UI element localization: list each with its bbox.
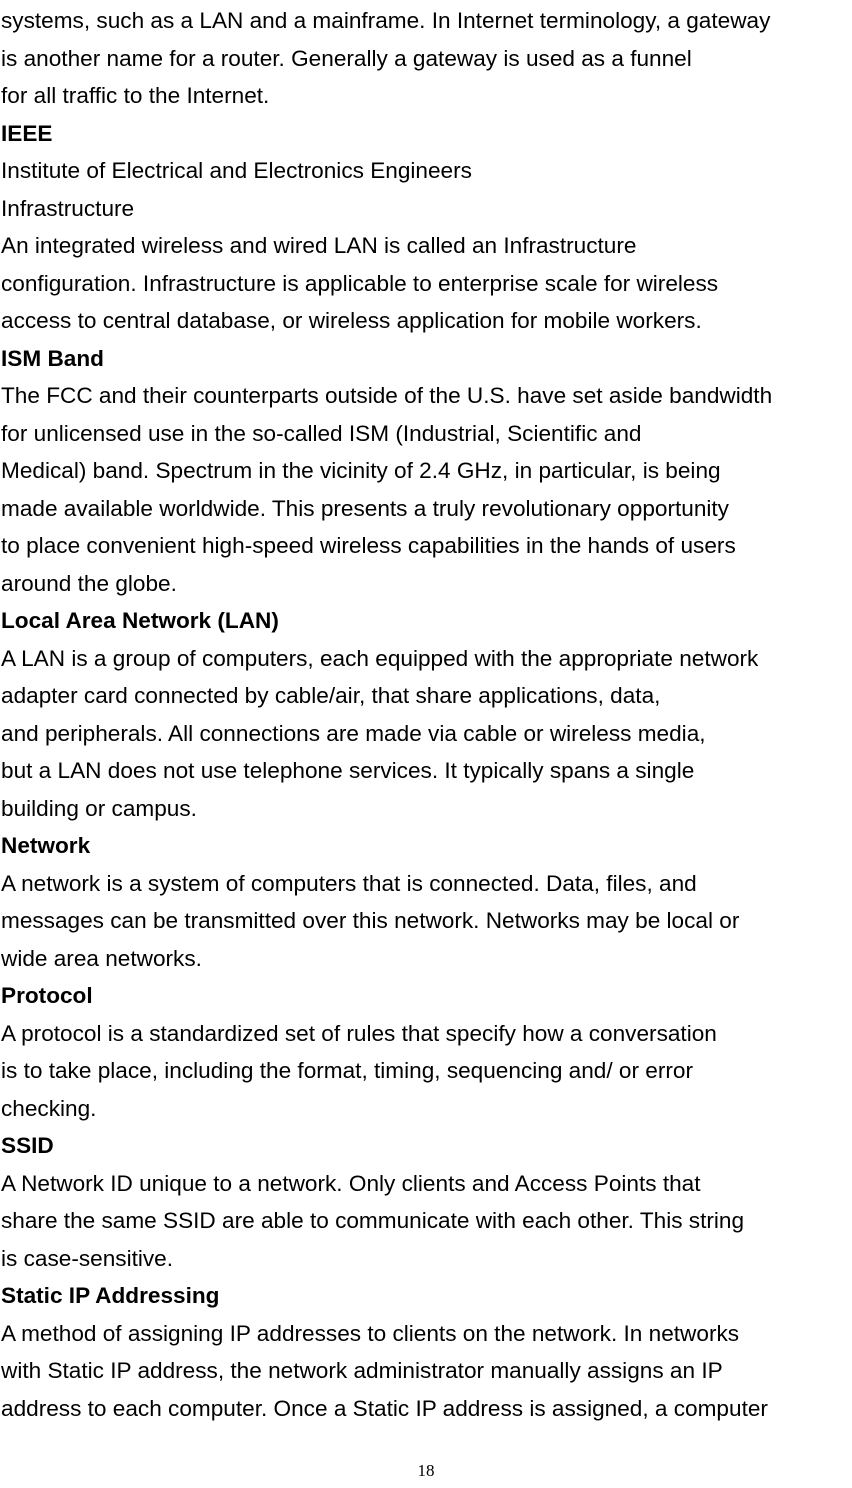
definition-line: A Network ID unique to a network. Only clients and Access Points that — [1, 1170, 701, 1196]
glossary-definition — [1, 152, 852, 190]
glossary-definition — [1, 1315, 852, 1428]
glossary-definition — [1, 865, 852, 978]
glossary-definition — [1, 377, 852, 602]
definition-line: is case-sensitive. — [1, 1245, 174, 1271]
glossary-term: IEEE — [1, 120, 53, 146]
definition-line: access to central database, or wireless application for mobile workers. — [1, 308, 702, 333]
definition-line: for unlicensed use in the so-called ISM (Industrial, Scientific and — [1, 420, 642, 446]
definition-line: share the same SSID are able to communicate with each other. This string — [1, 1208, 745, 1233]
definition-line: systems, such as a LAN and a mainframe. In Internet terminology, a gateway — [1, 8, 771, 33]
page-number: 18 — [417, 1461, 435, 1480]
glossary-definition — [1, 227, 852, 340]
glossary-term: Protocol — [1, 983, 93, 1008]
definition-line: for all traffic to the Internet. — [1, 83, 270, 108]
glossary-term: ISM Band — [1, 345, 104, 371]
glossary-definition — [1, 640, 852, 828]
definition-line: to place convenient high-speed wireless capabilities in the hands of users — [1, 533, 736, 558]
definition-line: A network is a system of computers that is connected. Data, files, and — [1, 870, 697, 896]
definition-line: building or campus. — [1, 795, 197, 821]
glossary-content — [1, 2, 852, 1427]
definition-line: but a LAN does not use telephone services. It typically spans a single — [1, 758, 695, 783]
glossary-definition — [1, 1165, 852, 1278]
glossary-definition — [1, 190, 852, 228]
definition-line: adapter card connected by cable/air, that share applications, data, — [1, 683, 661, 708]
definition-line: Institute of Electrical and Electronics Engineers — [1, 158, 472, 183]
glossary-term: Local Area Network (LAN) — [1, 608, 279, 633]
definition-line: around the globe. — [1, 570, 177, 596]
definition-line: checking. — [1, 1095, 97, 1121]
glossary-definition — [1, 2, 852, 115]
glossary-term: Network — [1, 833, 91, 858]
definition-line: with Static IP address, the network administrator manually assigns an IP — [1, 1358, 723, 1383]
definition-line: The FCC and their counterparts outside of the U.S. have set aside bandwidth — [1, 383, 773, 408]
definition-line: An integrated wireless and wired LAN is called an Infrastructure — [1, 233, 637, 258]
definition-line: made available worldwide. This presents a truly revolutionary opportunity — [1, 495, 729, 521]
definition-line: A protocol is a standardized set of rules that specify how a conversation — [1, 1020, 717, 1046]
glossary-definition — [1, 1015, 852, 1128]
definition-line: is another name for a router. Generally a gateway is used as a funnel — [1, 45, 692, 71]
definition-line: Medical) band. Spectrum in the vicinity of 2.4 GHz, in particular, is being — [1, 458, 721, 483]
definition-line: is to take place, including the format, timing, sequencing and/ or error — [1, 1058, 693, 1083]
glossary-term: Static IP Addressing — [1, 1283, 220, 1308]
definition-line: address to each computer. Once a Static IP address is assigned, a computer — [1, 1395, 768, 1421]
definition-line: A method of assigning IP addresses to clients on the network. In networks — [1, 1320, 740, 1346]
definition-line: wide area networks. — [1, 945, 202, 971]
definition-line: and peripherals. All connections are made via cable or wireless media, — [1, 720, 706, 746]
glossary-term: SSID — [1, 1133, 54, 1158]
definition-line: messages can be transmitted over this network. Networks may be local or — [1, 908, 740, 933]
definition-line: A LAN is a group of computers, each equipped with the appropriate network — [1, 645, 759, 671]
definition-line: Infrastructure — [1, 195, 135, 221]
definition-line: configuration. Infrastructure is applicable to enterprise scale for wireless — [1, 270, 719, 296]
